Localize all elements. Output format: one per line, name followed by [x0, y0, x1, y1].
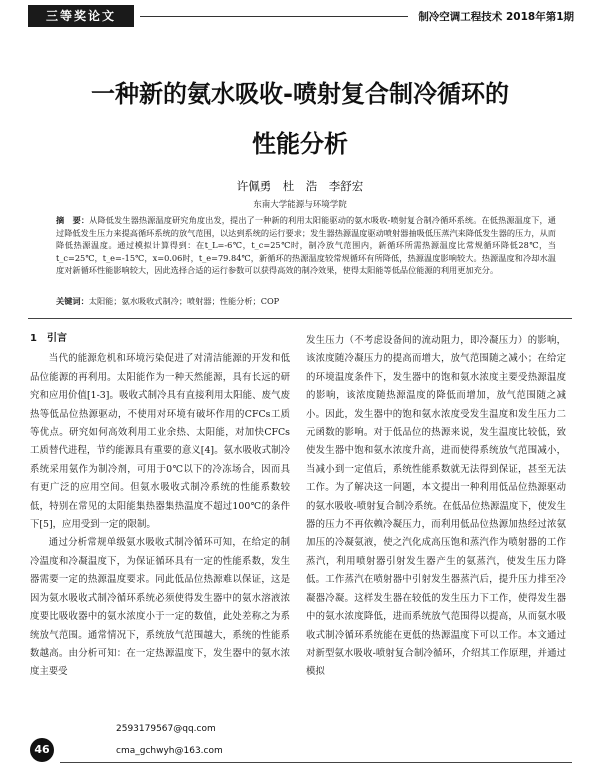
keywords: [56, 296, 556, 307]
keywords-text: 太阳能；氨水吸收式制冷；喷射器；性能分析；COP: [88, 296, 280, 306]
paper-title-line1: 一种新的氨水吸收-喷射复合制冷循环的: [91, 80, 509, 108]
page-number: 46: [30, 738, 54, 762]
journal-name: 制冷空调工程技术 2018年第1期: [418, 11, 574, 23]
abstract-label: 摘 要：: [56, 215, 90, 225]
footer-rule: [60, 762, 572, 763]
keywords-label: 关键词：: [56, 296, 89, 306]
header-rule: [140, 16, 408, 17]
contact-emails: [116, 718, 223, 762]
email-1: 259317956​7@qq.com: [116, 724, 216, 734]
email-2: cma_gchwyh@163.com: [116, 746, 223, 756]
page-header: [0, 5, 600, 29]
award-badge: 三等奖论文: [28, 5, 134, 27]
paper-title-line2: 性能分析: [252, 130, 348, 158]
abstract: [56, 214, 556, 277]
section-heading: 1 引言: [30, 333, 67, 344]
abstract-text: 从降低发生器热源温度研究角度出发，提出了一种新的利用太阳能驱动的氨水吸收-喷射复合制冷循环系统。在低热源温度下，通过降低发生压力来提高循环系统的放气范围，以达到系统的运行要求；发生器热源温度驱动喷射器抽吸低压蒸汽来降低发生器的压力，从而降低热源温度。通过模拟计算得到：在t_L=-6℃，t_c=25℃时，制冷放气范围内，新循环所需热源温度比常规循环降低28℃，当t_c=25℃，t_e=-15℃，x=0.06时，t_e=79.84℃，新循环的热源温度较常规循环有所降低，热源温度影响较大。热源温度和冷却水温度对新循环性能影响较大，因此选择合适的运行参数可以获得高效的制冷效果，使得太阳能等低品位能源的利用更加充分。: [56, 215, 556, 276]
paragraph: 当代的能源危机和环境污染促进了对清洁能源的开发和低品位能源的再利用。太阳能作为一种天然能源，具有长远的研究和应用价值[1-3]。吸收式制冷具有直接利用太阳能、废气废热等低品位热源驱动，不使用对环境有破坏作用的CFCs工质等优点。研究如何高效利用工业余热、太阳能，对加快CFCs工质替代进程，节约能源具有重要的意义[4]。氨水吸收式制冷系统采用氨作为制冷剂，可用于0℃以下的冷冻场合，因而具有更广泛的应用空间。但氨水吸收式制冷系统的性能系数较低，特别在常见的太阳能集热器集热温度不超过100℃的条件下[5]，应用受到一定的限制。: [30, 353, 290, 531]
paragraph: 通过分析常规单级氨水吸收式制冷循环可知，在给定的制冷温度和冷凝温度下，为保证循环具有一定的性能系数，发生器需要一定的热源温度要求。同此低品位热源难以保证，这是因为氨水吸收式制冷循环系统必须使得发生器中的氨水溶液浓度要比吸收器中的氨水浓度小于一定的数值，此处差称之为系统放气范围。通常情况下，系统放气范围越大，系统的性能系数越高。由分析可知：在一定热源温度下，发生器中的氨水浓度主要受: [30, 537, 290, 678]
section-divider: [28, 318, 572, 319]
author-list: 许佩勇 杜 浩 李舒宏: [236, 179, 364, 193]
paragraph: 发生压力（不考虑设备间的流动阻力，即冷凝压力）的影响，该浓度随冷凝压力的提高而增大，放气范围随之减小；在给定的环境温度条件下，发生器中的饱和氨水浓度主要受热源温度的影响，该浓度随热源温度的降低而增加，放气范围随之减小。因此，发生器中的饱和氨水浓度受发生温度和发生压力二元函数的影响。对于低品位的热源来说，发生温度比较低，致使发生器中饱和氨水浓度升高，进而使得系统放气范围减小，当减小到一定值后，系统性能系数就无法得到保证，甚至无法工作。为了解决这一问题，本文提出一种利用低品位热源驱动的氨水吸收-喷射复合制冷系统。在低品位热源温度下，使发生器的压力不再依赖冷凝压力，而利用低品位热源加热经过浓氨加压的冷凝氨液，使之汽化成高压饱和蒸汽作为喷射器的工作蒸汽，利用喷射器引射发生器产生的氨蒸汽，使发生压力降低。工作蒸汽在喷射器中引射发生器蒸汽后，提升压力排至冷凝器冷凝。这样发生器在较低的发生压力下工作，使得发生器中的氨水浓度降低，进而系统放气范围得以提高，从而氨水吸收式制冷循环系统能在更低的热源温度下可以工作。本文通过对新型氨水吸收-喷射复合制冷循环，介绍其工作原理，并通过模拟: [306, 335, 566, 678]
left-column: [30, 330, 290, 706]
affiliation: 东南大学能源与环境学院: [253, 200, 347, 210]
right-column: [306, 332, 566, 762]
